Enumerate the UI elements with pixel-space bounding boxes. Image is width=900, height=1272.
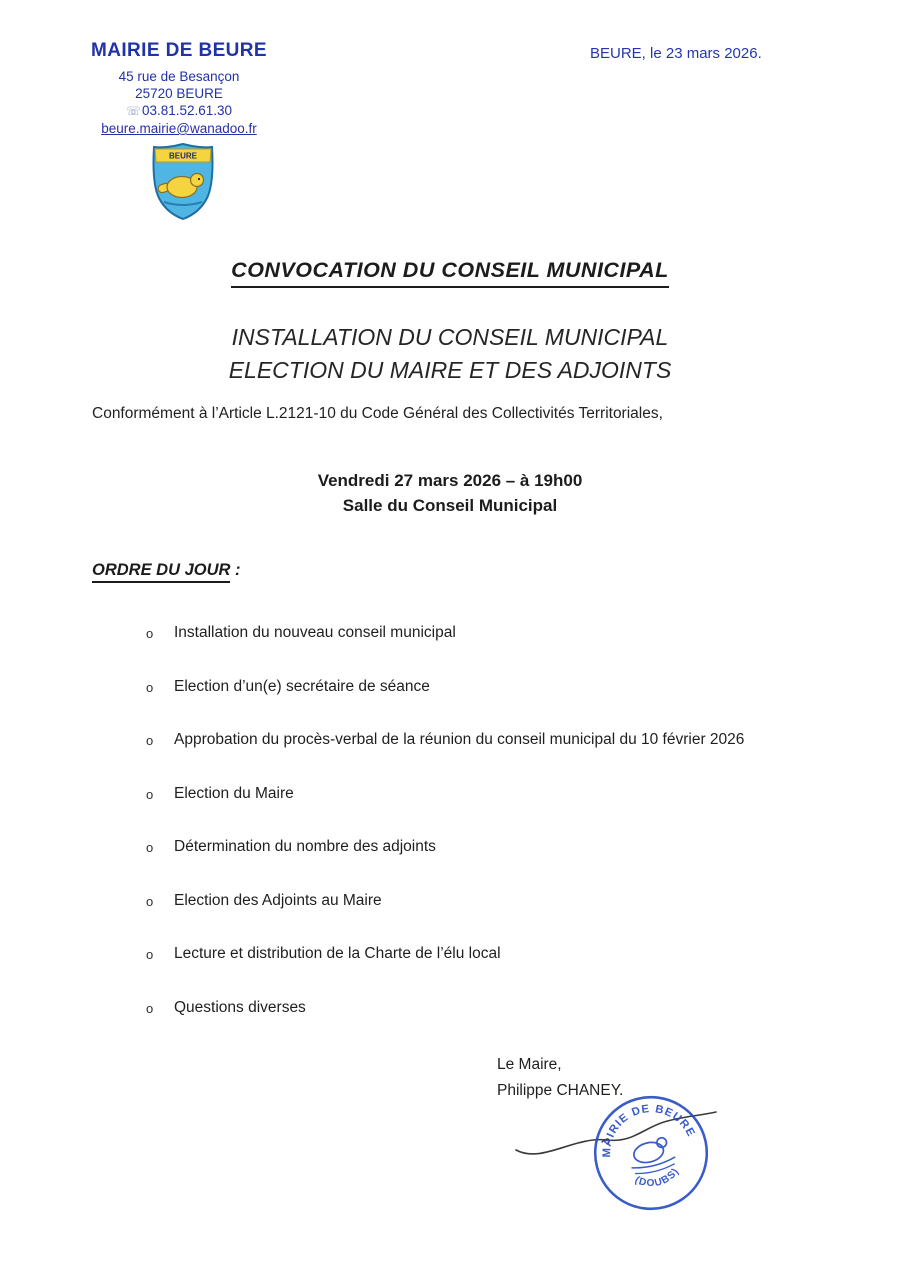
- bullet-icon: o: [146, 893, 154, 909]
- sender-block: [64, 40, 294, 137]
- document-subtitle: [0, 321, 900, 386]
- subtitle-line-1: INSTALLATION DU CONSEIL MUNICIPAL: [231, 324, 669, 350]
- signature-title: Le Maire,: [497, 1056, 562, 1073]
- bullet-icon: o: [146, 626, 154, 641]
- agenda-item-text: Election des Adjoints au Maire: [174, 891, 382, 909]
- agenda-item-text: Questions diverses: [174, 998, 306, 1016]
- phone-line: [64, 102, 294, 120]
- bullet-icon: o: [146, 947, 154, 962]
- agenda-item: [146, 730, 826, 751]
- stamp-text-bottom: (DOUBS): [632, 1165, 682, 1190]
- agenda-list: [146, 623, 826, 1051]
- svg-text:MAIRIE DE BEURE: [591, 1093, 698, 1161]
- agenda-item: [146, 677, 826, 698]
- bullet-icon: o: [146, 679, 154, 695]
- agenda-item-text: Election du Maire: [174, 784, 294, 802]
- agenda-item-text: Approbation du procès-verbal de la réunion du conseil municipal du 10 février 2026: [174, 731, 745, 748]
- crest-label: BEURE: [168, 151, 198, 161]
- email-link[interactable]: beure.mairie@wanadoo.fr: [101, 121, 257, 136]
- phone-number: 03.81.52.61.30: [141, 103, 233, 118]
- signature-block: [497, 1052, 623, 1104]
- agenda-item: [146, 784, 826, 805]
- agenda-item-text: Election d’un(e) secrétaire de séance: [174, 677, 430, 695]
- date-line: BEURE, le 23 mars 2026.: [590, 45, 762, 62]
- address-line-2: 25720 BEURE: [135, 86, 223, 101]
- document-title: CONVOCATION DU CONSEIL MUNICIPAL: [231, 258, 669, 288]
- agenda-heading-text: ORDRE DU JOUR: [92, 561, 230, 583]
- address-line-1: 45 rue de Besançon: [118, 69, 240, 84]
- agenda-item-text: Installation du nouveau conseil municipal: [174, 624, 456, 641]
- bullet-icon: o: [146, 1000, 154, 1016]
- subtitle-line-2: ELECTION DU MAIRE ET DES ADJOINTS: [228, 356, 672, 383]
- agenda-item: [146, 891, 826, 912]
- bullet-icon: o: [146, 733, 154, 748]
- agenda-item: [146, 944, 826, 965]
- agenda-heading-suffix: :: [230, 561, 241, 579]
- meeting-place: Salle du Conseil Municipal: [342, 496, 558, 515]
- org-name: MAIRIE DE BEURE: [91, 40, 267, 61]
- svg-text:(DOUBS): [631, 1164, 684, 1194]
- stamp-text-top: MAIRIE DE BEURE: [601, 1103, 698, 1158]
- phone-icon: ☏: [125, 104, 141, 118]
- meeting-datetime: Vendredi 27 mars 2026 – à 19h00: [317, 471, 583, 490]
- bullet-icon: o: [146, 786, 154, 802]
- legal-reference: Conformément à l’Article L.2121-10 du Code Général des Collectivités Territoriales,: [92, 405, 663, 422]
- signature-name: Philippe CHANEY.: [497, 1082, 624, 1099]
- agenda-item: [146, 623, 826, 644]
- agenda-item: [146, 998, 826, 1019]
- agenda-item-text: Détermination du nombre des adjoints: [174, 838, 436, 855]
- agenda-item-text: Lecture et distribution de la Charte de l’élu local: [174, 945, 501, 962]
- agenda-heading: [92, 561, 241, 580]
- agenda-item: [146, 837, 826, 858]
- town-crest-icon: [150, 142, 216, 220]
- bullet-icon: o: [146, 840, 154, 855]
- meeting-info: [0, 468, 900, 518]
